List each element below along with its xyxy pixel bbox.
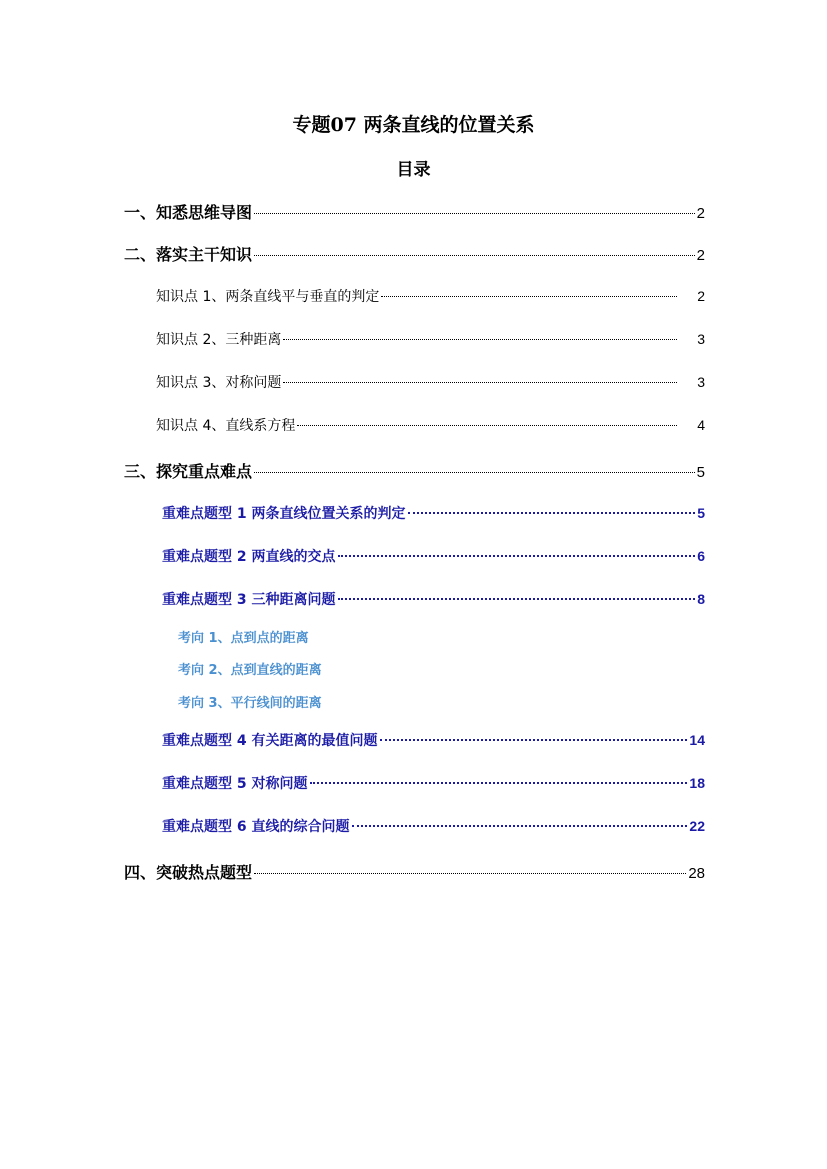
dot-leader [283,338,677,340]
toc-page-number: 2 [697,288,705,304]
toc-entry-type-3[interactable] [162,589,705,609]
dot-leader [381,295,677,297]
toc-entry-label: 二、落实主干知识 [124,245,253,264]
dot-leader [254,471,695,473]
toc-entry-section-4[interactable] [124,860,705,883]
toc-entry-knowledge-2[interactable] [156,329,705,349]
dot-leader [254,212,695,214]
toc-entry-label: 知识点 1、两条直线平与垂直的判定 [156,289,380,305]
toc-entry-section-3[interactable] [124,459,705,482]
toc-entry-knowledge-3[interactable] [156,372,705,392]
toc-page-number: 14 [689,732,705,748]
toc-entry-label: 知识点 4、直线系方程 [156,418,296,434]
dot-leader [254,872,686,874]
toc-page-number: 5 [697,505,705,521]
toc-page-number: 6 [697,548,705,564]
toc-page-number: 28 [688,865,705,882]
toc-page-number: 2 [696,205,705,222]
toc-entry-label: 重难点题型 5 对称问题 [162,776,308,792]
dot-leader [408,511,696,514]
dot-leader [283,381,677,383]
toc-page-number: 22 [689,818,705,834]
toc-entry-section-1[interactable] [124,200,705,223]
toc-entry-label: 知识点 2、三种距离 [156,332,282,348]
toc-page-number: 8 [697,591,705,607]
toc-entry-type-2[interactable] [162,546,705,566]
dot-leader [338,597,696,600]
toc-page-number: 18 [689,775,705,791]
toc-entry-label: 重难点题型 4 有关距离的最值问题 [162,733,378,749]
dot-leader [297,424,677,426]
toc-entry-type-6[interactable] [162,816,705,836]
toc-page-number: 4 [697,417,705,433]
toc-entry-subtopic-2[interactable]: 考向 2、点到直线的距离 [178,663,322,678]
toc-heading: 目录 [396,160,431,180]
toc-entry-type-4[interactable] [162,730,705,750]
toc-page-number: 2 [696,247,705,264]
dot-leader [310,781,688,784]
toc-entry-type-5[interactable] [162,773,705,793]
dot-leader [380,738,688,741]
toc-entry-label: 知识点 3、对称问题 [156,375,282,391]
toc-entry-knowledge-1[interactable] [156,286,705,306]
toc-entry-section-2[interactable] [124,242,705,265]
toc-entry-label: 重难点题型 2 两直线的交点 [162,549,336,565]
toc-entry-label: 重难点题型 3 三种距离问题 [162,592,336,608]
toc-entry-label: 重难点题型 6 直线的综合问题 [162,819,350,835]
dot-leader [254,254,695,256]
dot-leader [338,554,696,557]
toc-page-number: 5 [696,464,705,481]
dot-leader [352,824,688,827]
toc-entry-subtopic-1[interactable]: 考向 1、点到点的距离 [178,631,309,646]
toc-entry-type-1[interactable] [162,503,705,523]
document-title: 专题07 两条直线的位置关系 [292,114,535,136]
toc-entry-subtopic-3[interactable]: 考向 3、平行线间的距离 [178,696,322,711]
toc-entry-label: 一、知悉思维导图 [124,203,253,222]
toc-entry-label: 四、突破热点题型 [124,863,253,882]
toc-page-number: 3 [697,331,705,347]
toc-page-number: 3 [697,374,705,390]
toc-entry-label: 重难点题型 1 两条直线位置关系的判定 [162,506,406,522]
toc-entry-label: 三、探究重点难点 [124,462,253,481]
toc-entry-knowledge-4[interactable] [156,415,705,435]
